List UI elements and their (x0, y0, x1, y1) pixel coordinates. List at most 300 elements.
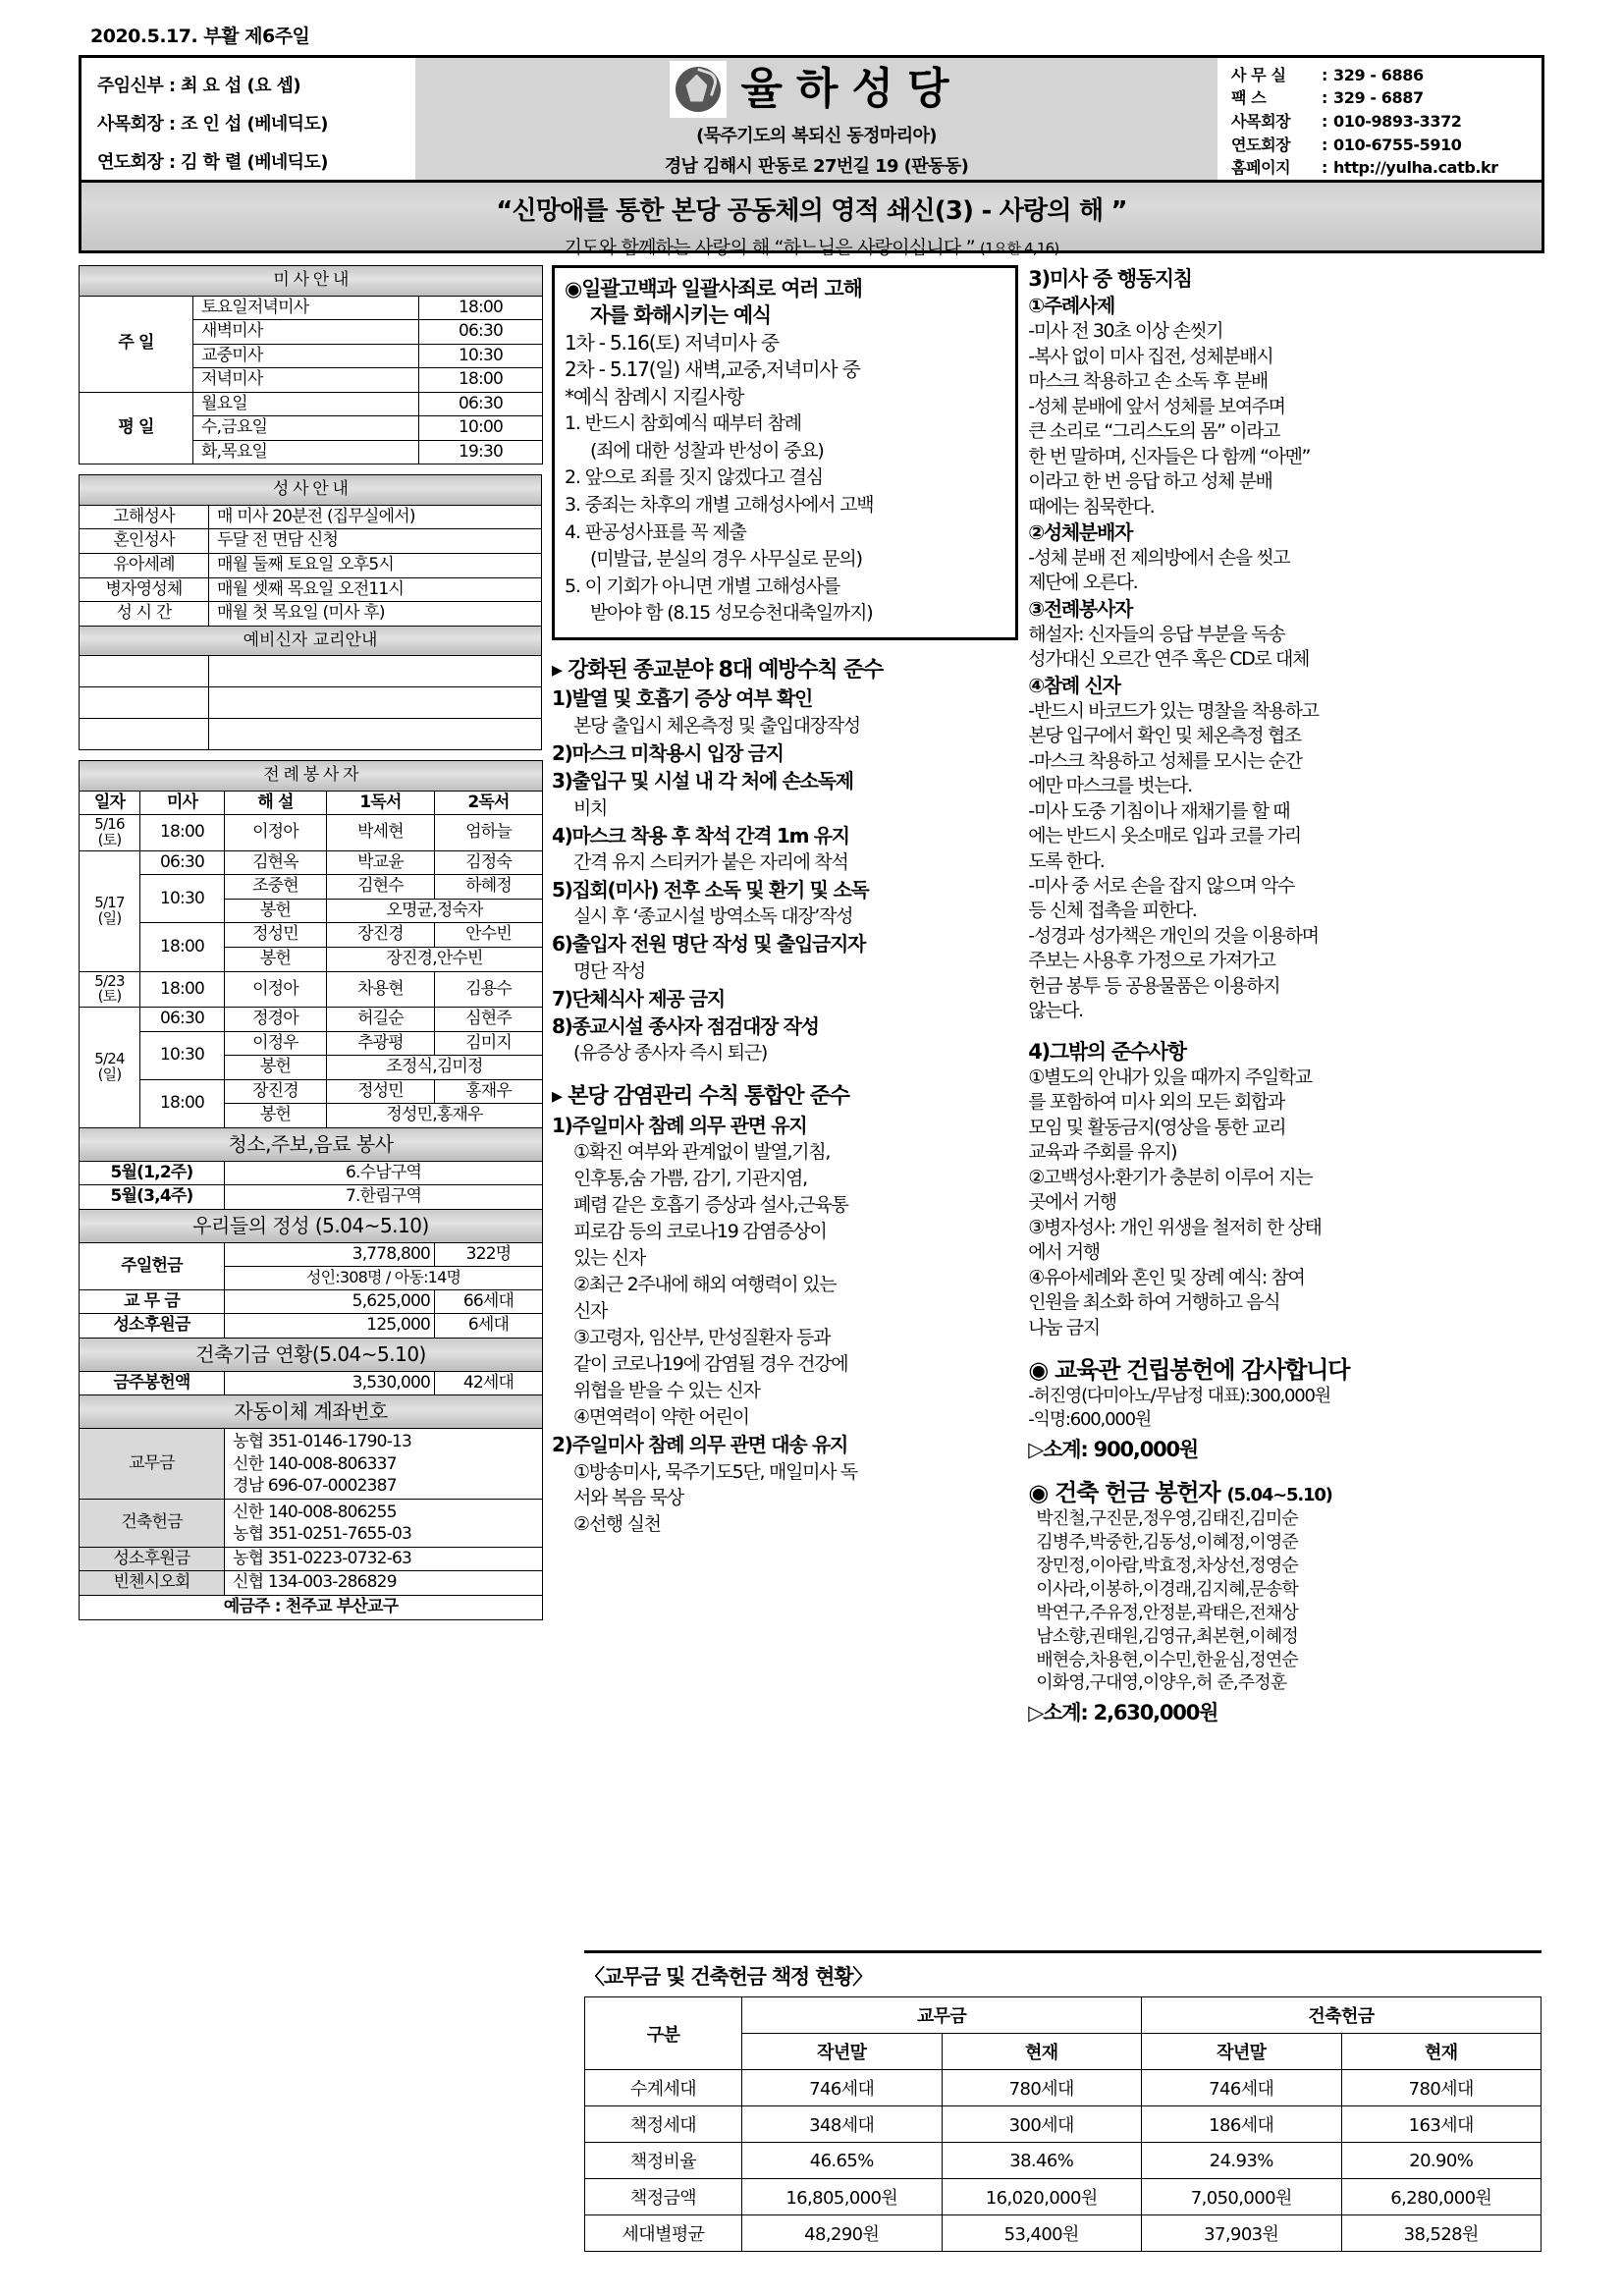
mass-group-sunday-label: 주 일 (80, 296, 193, 392)
infection-item-main: 2)주일미사 참례 의무 관면 대송 유지 (552, 1433, 848, 1457)
account-number-line: 경남 696-07-0002387 (233, 1475, 397, 1496)
sacraments-table (79, 474, 542, 750)
offering-count: 6세대 (435, 1314, 543, 1339)
offering-label: 교 무 금 (80, 1289, 225, 1314)
liturgy-servers-title: 전 례 봉 사 자 (80, 761, 543, 792)
liturgy-reading2: 김미지 (435, 1031, 543, 1056)
other-rule-line: 를 포함하여 미사 외의 모든 회합과 (1028, 1091, 1284, 1114)
contact-prayer-chair-value: 010-6755-5910 (1333, 135, 1462, 154)
confession-rule-main: 4. 판공성사표를 꼭 제출 (565, 520, 746, 543)
offering-sunday-label: 주일헌금 (80, 1242, 225, 1289)
liturgy-offertory-names: 장진경,안수빈 (327, 947, 543, 971)
offering-count: 66세대 (435, 1289, 543, 1314)
offering-sunday-amount: 3,778,800 (225, 1242, 435, 1267)
conduct-line: 이라고 한 번 응답 하고 성체 분배 (1028, 470, 1272, 493)
conduct-line: 큰 소리로 “그리스도의 몸” 이라고 (1028, 420, 1280, 443)
prevention-item-sub: 명단 작성 (573, 959, 645, 982)
conduct-line: 도록 한다. (1028, 849, 1105, 872)
other-rule-line: 에서 거행 (1028, 1241, 1100, 1264)
confession-notice-heading-line1: ◉일괄고백과 일괄사죄로 여러 고해 (565, 277, 862, 301)
theme-banner (79, 183, 1544, 258)
finance-row-label: 수계세대 (585, 2070, 742, 2106)
other-rule-line: ②고백성사:환기가 충분히 이루어 지는 (1028, 1166, 1313, 1188)
prevention-section (552, 656, 1018, 1067)
liturgy-commentator: 정성민 (225, 923, 327, 948)
infection-item-sub: ①확진 여부와 관계없이 발열,기침, (573, 1141, 831, 1164)
account-holder: 예금주 : 천주교 부산교구 (80, 1596, 543, 1620)
conduct-line: -미사 전 30초 이상 손씻기 (1028, 320, 1223, 343)
prevention-item (552, 739, 1018, 767)
contact-website-value[interactable]: http://yulha.catb.kr (1333, 158, 1498, 178)
sacrament-value: 두달 전 면담 신청 (209, 529, 542, 554)
education-donation-section (1028, 1350, 1544, 1463)
conduct-line: 성가대신 오르간 연주 혹은 CD로 대체 (1028, 648, 1309, 671)
confession-notice-box (552, 265, 1018, 640)
liturgy-reading1: 차용현 (327, 971, 435, 1008)
finance-cell: 780세대 (1341, 2070, 1542, 2106)
donor-line: 김병주,박중한,김동성,이혜정,이영준 (1036, 1531, 1298, 1553)
church-logo (670, 61, 727, 118)
infection-item-sub: 같이 코로나19에 감염될 경우 건강에 (573, 1353, 848, 1376)
mass-conduct-subhead: ④참례 신자 (1028, 673, 1120, 697)
finance-cell: 24.93% (1142, 2143, 1342, 2179)
finance-header-building-offering: 건축헌금 (1142, 1997, 1542, 2034)
church-patron: (묵주기도의 복되신 동정마리아) (696, 125, 937, 146)
sacrament-label: 고해성사 (80, 505, 209, 529)
sacrament-value: 매월 둘째 토요일 오후5시 (209, 554, 542, 578)
sacrament-label: 혼인성사 (80, 529, 209, 554)
table-row (80, 1547, 543, 1571)
finance-cell: 38,528원 (1341, 2215, 1542, 2252)
liturgy-reading2: 엄하늘 (435, 815, 543, 851)
prevention-item (552, 767, 1018, 821)
conduct-line: -성경과 성가책은 개인의 것을 이용하며 (1028, 924, 1319, 947)
liturgy-offertory-label: 봉헌 (225, 1056, 327, 1080)
liturgy-reading2: 심현주 (435, 1008, 543, 1032)
finance-cell: 300세대 (942, 2106, 1142, 2143)
mass-row-time: 10:00 (419, 416, 543, 441)
bulletin-body (79, 265, 1544, 1726)
masthead-contacts (1217, 58, 1542, 180)
building-fund-label: 금주봉헌액 (80, 1371, 225, 1395)
building-fund-count: 42세대 (435, 1371, 543, 1395)
catechumen-cell (209, 687, 542, 719)
prevention-item-main: 6)출입자 전원 명단 작성 및 출입금지자 (552, 932, 866, 957)
prevention-item-main: 2)마스크 미착용시 입장 금지 (552, 740, 784, 765)
liturgy-reading1: 박세현 (327, 815, 435, 851)
mass-row-time: 19:30 (419, 440, 543, 465)
prevention-item-main: 3)출입구 및 시설 내 각 처에 손소독제 (552, 769, 853, 793)
cleaning-period: 5월(1,2주) (80, 1161, 225, 1185)
other-rule-line: ①별도의 안내가 있을 때까지 주일학교 (1028, 1066, 1312, 1089)
building-donors-subtotal: ▷소계: 2,630,000원 (1028, 1701, 1218, 1725)
finance-table (584, 1996, 1542, 2252)
finance-cell: 37,903원 (1142, 2215, 1342, 2252)
finance-section (584, 1944, 1542, 2252)
masthead-church-identity (415, 58, 1217, 180)
other-rule-line: 나눔 금지 (1028, 1316, 1100, 1339)
account-number-line: 농협 351-0251-7655-03 (233, 1523, 412, 1544)
church-address: 경남 김해시 판동로 27번길 19 (판동동) (664, 155, 969, 177)
mass-row-name: 토요일저녁미사 (193, 296, 419, 320)
liturgy-mass: 06:30 (140, 850, 225, 875)
liturgy-offertory-names: 정성민,홍재우 (327, 1104, 543, 1128)
infection-control-section (552, 1082, 1018, 1538)
finance-subheader: 현재 (1341, 2034, 1542, 2070)
confession-rule-sub: 받아야 함 (8.15 성모승천대축일까지) (590, 602, 873, 625)
other-rules-section (1028, 1038, 1544, 1340)
education-donor-line: -허진영(다미아노/무남정 대표):300,000원 (1028, 1386, 1330, 1406)
contact-prayer-chair: 연도회장 : 010-6755-5910 (1231, 135, 1462, 154)
catechumen-cell (209, 719, 542, 750)
offering-amount: 5,625,000 (225, 1289, 435, 1314)
other-rule-line: ④유아세례와 혼인 및 장례 예식: 참여 (1028, 1266, 1305, 1288)
finance-cell: 20.90% (1341, 2143, 1542, 2179)
account-label: 건축헌금 (80, 1499, 225, 1547)
prevention-item (552, 876, 1018, 930)
liturgy-reading1: 허길순 (327, 1008, 435, 1032)
contact-office-value: 329 - 6886 (1333, 65, 1424, 84)
liturgy-mass: 18:00 (140, 923, 225, 971)
middle-column (552, 265, 1018, 1726)
catechumen-cell (80, 687, 209, 719)
liturgy-reading1: 정성민 (327, 1079, 435, 1104)
finance-cell: 16,020,000원 (942, 2179, 1142, 2215)
confession-rule (565, 574, 1005, 628)
liturgy-header-reading2: 2독서 (435, 791, 543, 815)
table-row (80, 1499, 543, 1547)
catechumen-cell (80, 719, 209, 750)
account-number-line: 신협 134-003-286829 (225, 1571, 543, 1596)
other-rule-line: ③병자성사: 개인 위생을 철저히 한 상태 (1028, 1216, 1322, 1238)
conduct-line: 본당 입구에서 확인 및 체온측정 협조 (1028, 725, 1301, 747)
liturgy-header-reading1: 1독서 (327, 791, 435, 815)
table-row (80, 1031, 543, 1056)
mass-conduct-subhead: ③전례봉사자 (1028, 596, 1132, 621)
confession-schedule-1: 1차 - 5.16(토) 저녁미사 중 (565, 330, 779, 355)
conduct-line: -복사 없이 미사 집전, 성체분배시 (1028, 345, 1273, 367)
prevention-item-sub: 본당 출입시 체온측정 및 출입대장작성 (573, 714, 860, 737)
liturgy-commentator: 이정아 (225, 815, 327, 851)
prevention-item-sub: 비치 (573, 796, 608, 819)
conduct-line: 에는 반드시 옷소매로 입과 코를 가리 (1028, 825, 1301, 847)
prevention-item-sub: 간격 유지 스티커가 붙은 자리에 착석 (573, 850, 848, 873)
confession-notice-heading-line2: 자를 화해시키는 예식 (590, 303, 771, 328)
infection-item-sub: 신자 (573, 1300, 608, 1323)
liturgy-reading2: 김용수 (435, 971, 543, 1008)
mass-conduct-subhead: ①주례사제 (1028, 294, 1114, 318)
conduct-line: -마스크 착용하고 성체를 모시는 순간 (1028, 749, 1302, 772)
conduct-line: 않는다. (1028, 1000, 1083, 1022)
contact-website-label: 홈페이지 (1231, 158, 1291, 178)
account-number-line: 농협 351-0223-0732-63 (225, 1547, 543, 1571)
account-number-line: 신한 140-008-806255 (233, 1502, 397, 1522)
finance-row-label: 책정세대 (585, 2106, 742, 2143)
clergy-pastoral-chair: 사목회장 : 조 인 섭 (베네딕도) (97, 113, 328, 135)
mass-conduct-lines (1028, 623, 1544, 673)
liturgy-offertory-label: 봉헌 (225, 899, 327, 923)
mass-row-name: 화,목요일 (193, 440, 419, 465)
contact-fax: 팩 스 : 329 - 6887 (1231, 88, 1424, 108)
liturgy-reading2: 하혜정 (435, 875, 543, 900)
account-label: 교무금 (80, 1429, 225, 1499)
sacrament-value: 매월 첫 목요일 (미사 후) (209, 602, 542, 627)
education-donation-title: ◉ 교육관 건립봉헌에 감사합니다 (1028, 1356, 1350, 1384)
confession-rule (565, 519, 1005, 574)
finance-cell: 48,290원 (742, 2215, 943, 2252)
table-row (80, 1008, 543, 1032)
masthead-clergy-list (81, 58, 415, 180)
sacraments-title: 성 사 안 내 (80, 475, 542, 506)
finance-cell: 746세대 (1142, 2070, 1342, 2106)
liturgy-reading1: 장진경 (327, 923, 435, 948)
account-number-line: 신한 140-008-806337 (233, 1453, 397, 1474)
table-row (80, 1185, 543, 1210)
liturgy-mass: 10:30 (140, 875, 225, 923)
table-row (80, 971, 543, 1008)
mass-conduct-title: 3)미사 중 행동지침 (1028, 267, 1192, 291)
infection-item-sub: 있는 신자 (573, 1247, 645, 1270)
section-divider (584, 1950, 1542, 1953)
prevention-item-main: 8)종교시설 종사자 점검대장 작성 (552, 1014, 819, 1039)
clergy-prayer-chair: 연도회장 : 김 학 렬 (베네딕도) (97, 151, 328, 173)
confession-rule (565, 465, 1005, 492)
finance-cell: 53,400원 (942, 2215, 1142, 2252)
prevention-item-main: 5)집회(미사) 전후 소독 및 환기 및 소독 (552, 877, 869, 902)
mass-row-time: 06:30 (419, 320, 543, 345)
liturgy-commentator: 장진경 (225, 1079, 327, 1104)
finance-subheader: 작년말 (742, 2034, 943, 2070)
finance-cell: 7,050,000원 (1142, 2179, 1342, 2215)
liturgy-reading1: 김현수 (327, 875, 435, 900)
table-row (80, 1242, 543, 1267)
infection-item-main: 1)주일미사 참례 의무 관면 유지 (552, 1114, 807, 1138)
table-row (80, 1079, 543, 1104)
offering-amount: 125,000 (225, 1314, 435, 1339)
donor-line: 이사라,이봉하,이경래,김지혜,문송학 (1036, 1578, 1298, 1600)
theme-subtitle-text: 기도와 함께하는 사랑의 해 “하느님은 사랑이십니다.” (564, 237, 975, 258)
liturgy-offertory-names: 오명균,정숙자 (327, 899, 543, 923)
table-row (80, 1371, 543, 1395)
table-row (80, 1289, 543, 1314)
liturgy-date: 5/23 (토) (80, 971, 140, 1008)
finance-cell: 46.65% (742, 2143, 943, 2179)
conduct-line: 마스크 착용하고 손 소독 후 분배 (1028, 370, 1268, 393)
masthead (79, 55, 1544, 183)
mass-schedule-title: 미 사 안 내 (80, 266, 543, 297)
infection-item-sub: ③고령자, 임산부, 만성질환자 등과 (573, 1327, 831, 1349)
infection-control-title: ▸ 본당 감염관리 수칙 통합안 준수 (552, 1084, 849, 1110)
liturgy-offertory-names: 조정식,김미정 (327, 1056, 543, 1080)
contact-fax-value: 329 - 6887 (1333, 88, 1424, 108)
liturgy-commentator: 김현옥 (225, 850, 327, 875)
mass-conduct-lines (1028, 699, 1544, 1024)
finance-cell: 163세대 (1341, 2106, 1542, 2143)
finance-subheader: 현재 (942, 2034, 1142, 2070)
accounts-title: 자동이체 계좌번호 (80, 1395, 543, 1429)
sacrament-label: 병자영성체 (80, 577, 209, 602)
confession-rule-sub: (미발급, 분실의 경우 사무실로 문의) (590, 548, 862, 571)
prevention-item-main: 7)단체식사 제공 금지 (552, 986, 725, 1011)
catechumen-title: 예비신자 교리안내 (80, 626, 542, 656)
prevention-item (552, 1012, 1018, 1066)
contact-prayer-chair-label: 연도회장 (1231, 135, 1291, 154)
contact-pastoral-chair-value: 010-9893-3372 (1333, 111, 1462, 131)
confession-rule (565, 410, 1005, 465)
liturgy-mass: 18:00 (140, 1079, 225, 1127)
table-row (80, 1596, 543, 1620)
finance-table-title: 〈교무금 및 건축헌금 책정 현황〉 (584, 1965, 873, 1989)
liturgy-commentator: 이정아 (225, 971, 327, 1008)
theme-subtitle (81, 233, 1542, 259)
liturgy-date: 5/17 (일) (80, 850, 140, 971)
confession-rule-main: 2. 앞으로 죄를 짓지 않겠다고 결심 (565, 466, 823, 489)
prevention-item (552, 930, 1018, 984)
infection-item-sub: 위협을 받을 수 있는 신자 (573, 1380, 760, 1402)
infection-item-sub: 피로감 등의 코로나19 감염증상이 (573, 1221, 827, 1243)
finance-subheader: 작년말 (1142, 2034, 1342, 2070)
building-donors-period: (5.04~5.10) (1226, 1484, 1332, 1505)
prevention-item (552, 684, 1018, 738)
cleaning-period: 5월(3,4주) (80, 1185, 225, 1210)
offerings-title: 우리들의 정성 (5.04~5.10) (80, 1209, 543, 1242)
building-donors-title (1028, 1473, 1544, 1507)
finance-row-label: 책정금액 (585, 2179, 742, 2215)
conduct-line: 주보는 사용후 가정으로 가져가고 (1028, 950, 1275, 972)
finance-cell: 16,805,000원 (742, 2179, 943, 2215)
right-column (1028, 265, 1544, 1726)
conduct-line: -성체 분배에 앞서 성체를 보여주며 (1028, 395, 1285, 417)
liturgy-reading1: 추광평 (327, 1031, 435, 1056)
liturgy-offertory-label: 봉헌 (225, 947, 327, 971)
finance-header-category: 구분 (585, 1997, 742, 2070)
mass-schedule-table (79, 265, 543, 465)
prevention-item-sub: 실시 후 ‘종교시설 방역소독 대장’작성 (573, 905, 853, 928)
building-fund-title: 건축기금 연황(5.04~5.10) (80, 1338, 543, 1371)
prevention-item-main: 4)마스크 착용 후 착석 간격 1m 유지 (552, 823, 849, 847)
donor-line: 박진철,구진문,정우영,김태진,김미순 (1036, 1507, 1298, 1529)
mass-group-weekday-label: 평 일 (80, 392, 193, 465)
mass-conduct-section (1028, 265, 1544, 1024)
table-row (80, 1429, 543, 1499)
liturgy-mass: 18:00 (140, 815, 225, 851)
sacrament-label: 성 시 간 (80, 602, 209, 627)
table-row (585, 2106, 1542, 2143)
table-row (80, 815, 543, 851)
sacrament-value: 매월 셋째 목요일 오전11시 (209, 577, 542, 602)
infection-item-sub: 폐렴 같은 호흡기 증상과 설사,근육통 (573, 1194, 848, 1217)
building-donors-title-text: ◉ 건축 헌금 봉헌자 (1028, 1478, 1220, 1506)
finance-cell: 38.46% (942, 2143, 1142, 2179)
table-row (80, 875, 543, 900)
confession-rule-main: 5. 이 기회가 아니면 개별 고해성사를 (565, 574, 840, 597)
infection-item-sub: ②최근 2주내에 해외 여행력이 있는 (573, 1274, 837, 1296)
contact-office-label: 사 무 실 (1231, 65, 1286, 84)
other-rule-line: 교육과 주회를 유지) (1028, 1141, 1177, 1164)
conduct-line: -미사 도중 기침이나 재채기를 할 때 (1028, 799, 1290, 822)
finance-row-label: 세대별평균 (585, 2215, 742, 2252)
bulletin-date: 2020.5.17. 부활 제6주일 (90, 26, 310, 47)
confession-notice-heading (565, 276, 1005, 330)
education-donation-subtotal: ▷소계: 900,000원 (1028, 1437, 1199, 1461)
mass-row-time: 10:30 (419, 344, 543, 368)
conduct-line: 한 번 말하며, 신자들은 다 함께 “아멘” (1028, 445, 1310, 467)
infection-item-sub: 인후통,숨 가쁨, 감기, 기관지염, (573, 1168, 807, 1190)
infection-item-sub: ②선행 실천 (573, 1513, 661, 1536)
dove-globe-icon (676, 67, 721, 112)
liturgy-mass: 06:30 (140, 1008, 225, 1032)
contact-pastoral-chair: 사목회장 : 010-9893-3372 (1231, 111, 1462, 131)
finance-row-label: 책정비율 (585, 2143, 742, 2179)
table-row (585, 2143, 1542, 2179)
donor-line: 배현승,차용현,이수민,한윤심,정연순 (1036, 1649, 1298, 1670)
sacrament-value: 매 미사 20분전 (집무실에서) (209, 505, 542, 529)
conduct-line: -미사 중 서로 손을 잡지 않으며 악수 (1028, 874, 1294, 897)
liturgy-reading2: 안수빈 (435, 923, 543, 948)
finance-cell: 348세대 (742, 2106, 943, 2143)
liturgy-mass: 18:00 (140, 971, 225, 1008)
conduct-line: -반드시 바코드가 있는 명찰을 착용하고 (1028, 699, 1319, 722)
confession-rule-sub: (죄에 대한 성찰과 반성이 중요) (590, 439, 824, 462)
liturgy-commentator: 정경아 (225, 1008, 327, 1032)
finance-cell: 746세대 (742, 2070, 943, 2106)
clergy-pastor: 주임신부 : 최 요 섭 (요 셉) (97, 75, 300, 96)
account-numbers (225, 1499, 543, 1547)
liturgy-servers-table (79, 760, 543, 1619)
contact-fax-label: 팩 스 (1231, 88, 1267, 108)
liturgy-reading2: 김정숙 (435, 850, 543, 875)
confession-rule-main: 3. 중죄는 차후의 개별 고해성사에서 고백 (565, 494, 874, 517)
liturgy-date: 5/16 (토) (80, 815, 140, 851)
table-row (80, 1314, 543, 1339)
donor-line: 박연구,주유정,안정분,곽태은,전채상 (1036, 1602, 1298, 1623)
table-row (585, 2215, 1542, 2252)
conduct-line: 때에는 침묵한다. (1028, 495, 1155, 518)
mass-row-name: 수,금요일 (193, 416, 419, 441)
table-row (80, 1161, 543, 1185)
account-numbers (225, 1429, 543, 1499)
contact-pastoral-chair-label: 사목회장 (1231, 111, 1291, 131)
account-label: 성소후원금 (80, 1547, 225, 1571)
contact-website[interactable]: 홈페이지 : http://yulha.catb.kr (1231, 158, 1498, 178)
liturgy-header-date: 일자 (80, 791, 140, 815)
offering-sunday-detail: 성인:308명 / 아동:14명 (225, 1267, 543, 1289)
contact-office: 사 무 실 : 329 - 6886 (1231, 65, 1424, 84)
liturgy-mass: 10:30 (140, 1031, 225, 1079)
finance-cell: 6,280,000원 (1341, 2179, 1542, 2215)
infection-item-sub: ④면역력이 약한 어린이 (573, 1406, 749, 1429)
liturgy-header-mass: 미사 (140, 791, 225, 815)
mass-row-name: 월요일 (193, 392, 419, 416)
theme-title: “신망애를 통한 본당 공동체의 영적 쇄신(3) - 사랑의 해 ” (496, 196, 1127, 226)
table-row (585, 2179, 1542, 2215)
liturgy-offertory-label: 봉헌 (225, 1104, 327, 1128)
donor-line: 이화영,구대영,이양우,허 준,주정훈 (1036, 1672, 1287, 1694)
left-column (79, 265, 542, 1726)
prevention-item-sub: (유증상 종사자 즉시 퇴근) (573, 1042, 767, 1065)
mass-row-time: 18:00 (419, 296, 543, 320)
account-number-line: 농협 351-0146-1790-13 (233, 1432, 412, 1452)
other-rule-line: 인원을 최소화 하여 거행하고 음식 (1028, 1291, 1280, 1314)
other-rules-title: 4)그밖의 준수사항 (1028, 1039, 1186, 1064)
conduct-line: 제단에 오른다. (1028, 572, 1138, 594)
mass-row-name: 새벽미사 (193, 320, 419, 345)
conduct-line: 등 신체 접촉을 피한다. (1028, 900, 1197, 922)
liturgy-header-commentator: 해 설 (225, 791, 327, 815)
donor-line: 남소향,권태원,김영규,최본현,이혜정 (1036, 1625, 1298, 1647)
finance-header-parish-dues: 교무금 (742, 1997, 1142, 2034)
table-row (80, 1571, 543, 1596)
